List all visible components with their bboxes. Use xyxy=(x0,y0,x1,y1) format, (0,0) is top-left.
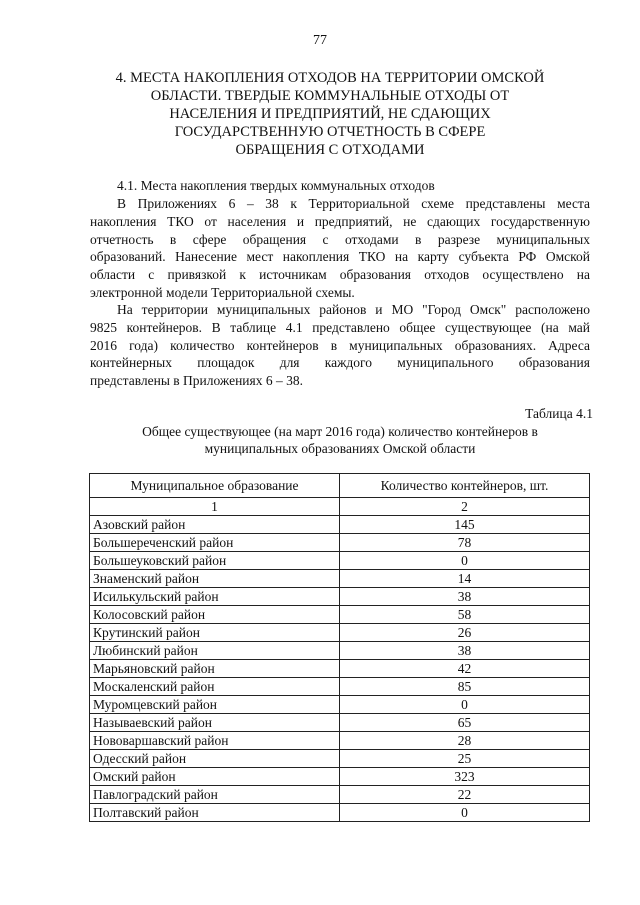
municipality-cell: Большеуковский район xyxy=(90,552,340,570)
paragraph-line: накопления ТКО от населения и предприятий, не сдающих государственную xyxy=(90,213,590,229)
table-header-row xyxy=(90,474,590,498)
table-row xyxy=(90,660,590,678)
containers-table xyxy=(89,473,590,822)
municipality-cell: Марьяновский район xyxy=(90,660,340,678)
municipality-cell: Муромцевский район xyxy=(90,696,340,714)
container-count-cell: 0 xyxy=(340,696,590,714)
paragraph-containers xyxy=(90,301,590,390)
table-caption xyxy=(90,423,590,457)
section-heading xyxy=(100,69,560,159)
municipality-cell: Павлоградский район xyxy=(90,786,340,804)
paragraph-line: На территории муниципальных районов и МО "Город Омск" расположено xyxy=(117,302,590,317)
table-column-number-row xyxy=(90,498,590,516)
paragraph-line: 9825 контейнеров. В таблице 4.1 представлено общее существующее (на май xyxy=(90,319,590,335)
paragraph-line: области с привязкой к источникам образования отходов осуществлено на xyxy=(90,267,590,283)
container-count-cell: 22 xyxy=(340,786,590,804)
container-count-cell: 0 xyxy=(340,804,590,822)
table-row xyxy=(90,714,590,732)
table-row xyxy=(90,642,590,660)
caption-line: муниципальных образованиях Омской области xyxy=(204,441,476,456)
table-row xyxy=(90,786,590,804)
container-count-cell: 145 xyxy=(340,516,590,534)
paragraph-line: В Приложениях 6 – 38 к Территориальной схеме представлены места xyxy=(117,196,590,211)
paragraph-line: контейнерных площадок для каждого муниципального образования xyxy=(90,355,590,371)
container-count-cell: 0 xyxy=(340,552,590,570)
municipality-cell: Большереченский район xyxy=(90,534,340,552)
paragraph-line: 2016 года) количество контейнеров в муниципальных образованиях. Адреса xyxy=(90,337,590,353)
header-container-count: Количество контейнеров, шт. xyxy=(340,474,590,498)
paragraph-line: представлены в Приложениях 6 – 38. xyxy=(90,373,303,389)
container-count-cell: 323 xyxy=(340,768,590,786)
table-row xyxy=(90,552,590,570)
municipality-cell: Знаменский район xyxy=(90,570,340,588)
municipality-cell: Любинский район xyxy=(90,642,340,660)
caption-line: Общее существующее (на март 2016 года) количество контейнеров в xyxy=(142,424,538,439)
municipality-cell: Нововаршавский район xyxy=(90,732,340,750)
column-number: 2 xyxy=(340,498,590,516)
table-row xyxy=(90,534,590,552)
column-number: 1 xyxy=(90,498,340,516)
table-row xyxy=(90,678,590,696)
municipality-cell: Полтавский район xyxy=(90,804,340,822)
container-count-cell: 85 xyxy=(340,678,590,696)
municipality-cell: Исилькульский район xyxy=(90,588,340,606)
container-count-cell: 28 xyxy=(340,732,590,750)
municipality-cell: Колосовский район xyxy=(90,606,340,624)
container-count-cell: 42 xyxy=(340,660,590,678)
heading-line: ГОСУДАРСТВЕННУЮ ОТЧЕТНОСТЬ В СФЕРЕ xyxy=(174,124,486,140)
municipality-cell: Москаленский район xyxy=(90,678,340,696)
table-row xyxy=(90,696,590,714)
container-count-cell: 38 xyxy=(340,642,590,660)
municipality-cell: Омский район xyxy=(90,768,340,786)
table-row xyxy=(90,750,590,768)
municipality-cell: Одесский район xyxy=(90,750,340,768)
container-count-cell: 65 xyxy=(340,714,590,732)
container-count-cell: 58 xyxy=(340,606,590,624)
municipality-cell: Азовский район xyxy=(90,516,340,534)
header-municipality: Муниципальное образование xyxy=(90,474,340,498)
table-label: Таблица 4.1 xyxy=(525,406,593,421)
heading-line: НАСЕЛЕНИЯ И ПРЕДПРИЯТИЙ, НЕ СДАЮЩИХ xyxy=(169,106,491,122)
table-row xyxy=(90,606,590,624)
heading-line: ОБРАЩЕНИЯ С ОТХОДАМИ xyxy=(235,142,425,158)
heading-line: 4. МЕСТА НАКОПЛЕНИЯ ОТХОДОВ НА ТЕРРИТОРИИ ОМСКОЙ xyxy=(115,70,545,86)
container-count-cell: 14 xyxy=(340,570,590,588)
page-number: 77 xyxy=(313,33,327,48)
subsection-heading: 4.1. Места накопления твердых коммунальных отходов xyxy=(117,178,435,193)
table-row xyxy=(90,516,590,534)
table-row xyxy=(90,804,590,822)
paragraph-line: электронной модели Территориальной схемы. xyxy=(90,284,355,300)
table-row xyxy=(90,768,590,786)
municipality-cell: Называевский район xyxy=(90,714,340,732)
container-count-cell: 25 xyxy=(340,750,590,768)
container-count-cell: 78 xyxy=(340,534,590,552)
heading-line: ОБЛАСТИ. ТВЕРДЫЕ КОММУНАЛЬНЫЕ ОТХОДЫ ОТ xyxy=(150,88,510,104)
table-row xyxy=(90,732,590,750)
container-count-cell: 38 xyxy=(340,588,590,606)
table-row xyxy=(90,588,590,606)
paragraph-line: образований. Нанесение мест накопления ТКО на карту субъекта РФ Омской xyxy=(90,249,590,265)
table-row xyxy=(90,570,590,588)
table-row xyxy=(90,624,590,642)
municipality-cell: Крутинский район xyxy=(90,624,340,642)
paragraph-appendices xyxy=(90,195,590,302)
paragraph-line: отчетность в сфере обращения с отходами в разрезе муниципальных xyxy=(90,231,590,247)
container-count-cell: 26 xyxy=(340,624,590,642)
